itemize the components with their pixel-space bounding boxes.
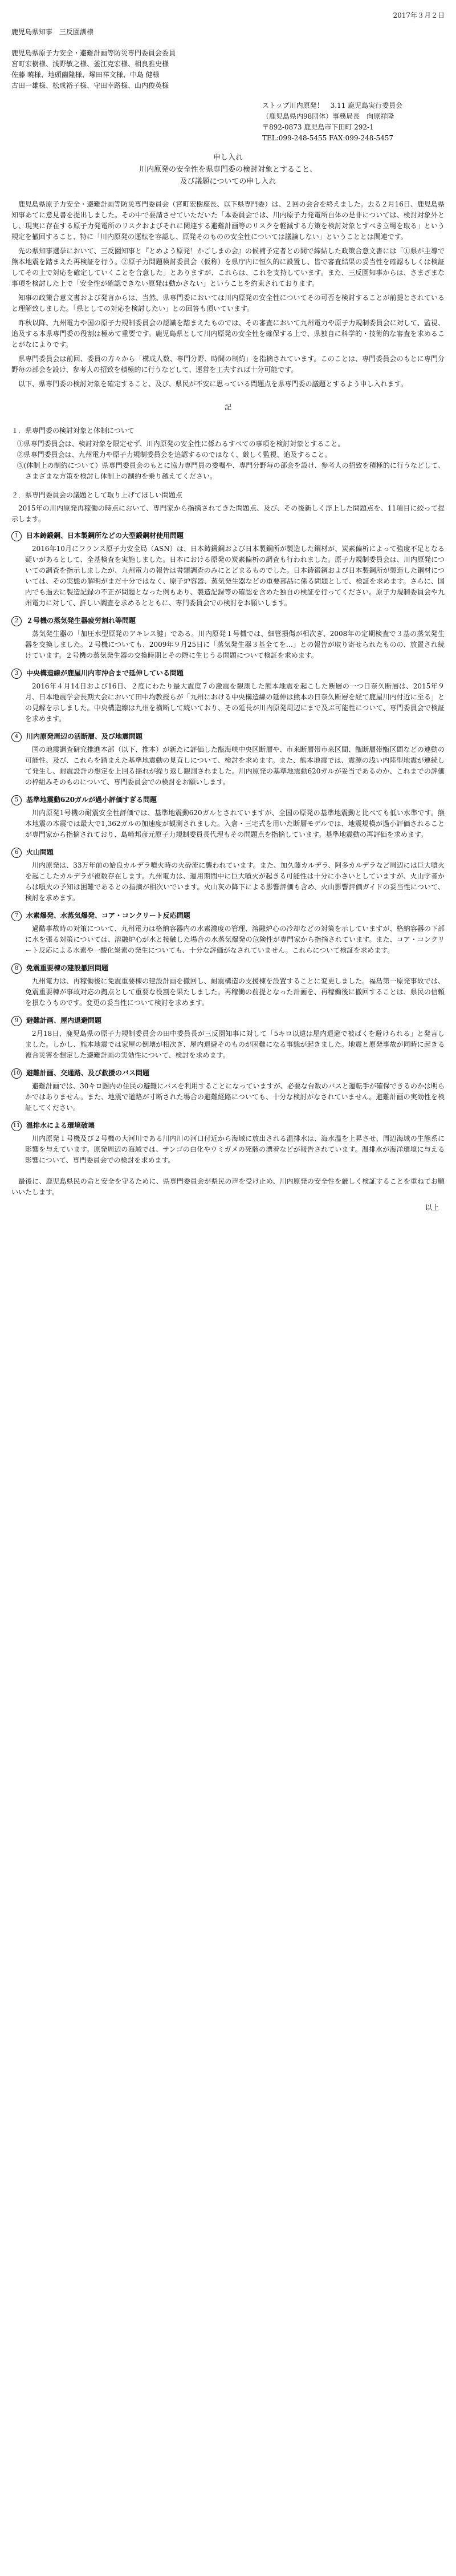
intro-paragraph: 先の県知事選挙において、三反園知事と『とめよう原発！かごしまの会』の候補予定者との間で締結した政策合意文書には「①県が主導で熊本地震を踏まえた再検証を行う。②原子力問題検討委員会（仮称）を県庁内に恒久的に設置し、皆で審査結果の妥当性を確認もしくは検証してその上で対応を確定していくことを合意した」とありますが、これらは、これを支持しています。また、三反園知事からは、さまざまな事項を検討した上で「安全性が確認できない原発は動かさない」ということを約束されております。	[11, 247, 445, 287]
document-date: 2017年３月２日	[393, 11, 445, 19]
topic-heading	[11, 530, 445, 541]
topic-number: 11	[11, 1121, 22, 1131]
topic-body: 川内原発１号機及び２号機の大河川である川内川の河口付近から海域に放出される温排水は、海水温を上昇させ、周辺海域の生態系に影響を与えています。原発周辺の海域では、サンゴの白化やウミガメの死骸の漂着などが報告されています。温排水が海洋環境に与える影響について、専門委員会での検討を求めます。	[25, 1135, 445, 1164]
topic-item	[11, 847, 445, 904]
topic-heading	[11, 731, 445, 742]
topic-number: 2	[11, 616, 22, 626]
topic-number: 6	[11, 848, 22, 858]
topic-item	[11, 615, 445, 661]
topic-title: ２号機の蒸気発生器疲労割れ等問題	[26, 617, 136, 625]
title-line: 及び議題についての申し入れ	[180, 177, 276, 186]
topic-item	[11, 731, 445, 788]
topic-number: 5	[11, 795, 22, 805]
topic-title: 基準地震動620ガルが過小評価すぎる問題	[26, 796, 157, 804]
topic-body: 避難計画では、30キロ圏内の住民の避難にバスを利用することになっていますが、必要な台数のバスと運転手が確保できるのかは明らかではありません。また、地震で道路が寸断された場合の避難経路についても、十分な検討がなされていません。避難計画の実効性を検証してください。	[25, 1082, 445, 1112]
addressee-line: 佐藤 曉様、地頭薗隆様、塚田祥文様、中島 健様	[11, 71, 160, 79]
topic-title: 火山問題	[26, 848, 54, 856]
sender-line: TEL:099-248-5455 FAX:099-248-5457	[262, 134, 394, 142]
intro-paragraph: 以下、県専門委の検討対象を確定すること、及び、県民が不安に思っている問題点を県専門委の議題とするよう申し入れます。	[18, 380, 408, 388]
topic-item	[11, 910, 445, 956]
topic-number: 3	[11, 669, 22, 679]
addressee-governor: 鹿児島県知事 三反園訓様	[11, 28, 94, 36]
topic-title: 免震重要棟の建設撤回問題	[26, 964, 109, 972]
addressee-line: 宮町宏樹様、浅野敏之様、釜江克宏様、相良雅史様	[11, 60, 169, 68]
topic-item	[11, 1015, 445, 1061]
section-1-list	[11, 439, 445, 482]
topic-body: 川内原発は、33万年前の姶良カルデラ噴火時の火砕流に襲われています。また、加久藤カルデラ、阿多カルデラなど周辺には巨大噴火を起こしたカルデラが複数存在します。九州電力は、運用期間中に巨大噴火が起きる可能性は十分に小さいとしていますが、火山学者からは噴火の予知は困難であるとの指摘が相次いでいます。火山灰の降下による影響評価も含め、火山影響評価ガイドの妥当性について、検討を求めます。	[25, 861, 445, 902]
topic-title: 避難計画、交通路、及び救援のバス問題	[26, 1069, 150, 1077]
addressee-line: 鹿児島県原子力安全・避難計画等防災専門委員会委員	[11, 49, 176, 57]
list-item: ③(体制上の制約について）県専門委員会のもとに協力専門員の委嘱や、専門分野毎の部会を設け、参考人の招致を積極的に行うなどして、さまざまな方策を検討し体制上の制約を乗り越えてください。	[17, 461, 445, 480]
topic-body: 蒸気発生器の「加圧水型原発のアキレス腱」である。川内原発１号機では、細管損傷が相次ぎ、2008年の定期検査で３基の蒸気発生器を交換しました。２号機についても、2009年９月25日に「蒸気発生器３基全てを…」との報告が取り寄せられたものの、放置され続けています。２号機の蒸気発生器の交換時期とその際に生じうる問題について検証を求めます。	[25, 630, 445, 659]
topic-heading	[11, 615, 445, 626]
topic-number: 8	[11, 963, 22, 974]
intro-section	[11, 199, 445, 390]
topic-heading	[11, 847, 445, 858]
topic-heading	[11, 1015, 445, 1026]
topic-body: 2016年４月14日および16日、２度にわたり最大震度７の激震を観測した熊本地震を起こした断層の一つ日奈久断層は、2015年９月、日本地震学会長期大会において田中均教授らが「九州における中央構造線の延伸は熊本の日奈久断層を経て鹿屋川内付近に至る」との見解を示しました。中央構造線は九州を横断して続いており、その延長が川内原発周辺にまで及ぶ可能性について、専門委員会で検証を求めます。	[25, 682, 445, 723]
topic-number: 9	[11, 1016, 22, 1026]
topic-title: 温排水による環境破壊	[26, 1121, 95, 1129]
closing-paragraph: 最後に、鹿児島県民の命と安全を守るために、県専門委員会が県民の声を受け止め、川内原発の安全性を厳しく検証することを重ねてお願いいたします。	[11, 1177, 445, 1196]
topic-title: 川内原発周辺の活断層、及び地震問題	[26, 732, 143, 740]
section-2-intro: 2015年の川内原発再稼働の時点において、専門家から指摘されてきた問題点、及び、その後新しく浮上した問題点を、11項目に絞って提示します。	[11, 504, 445, 523]
topic-item	[11, 795, 445, 840]
topic-number: 10	[11, 1068, 22, 1079]
section-1-heading: １．県専門委の検討対象と体制について	[11, 427, 135, 435]
sender-line: ストップ川内原発！ 3.11 鹿児島実行委員会	[262, 102, 403, 110]
topic-body: 2016年10月にフランス原子力安全局（ASN）は、日本鋳鍛鋼および日本製鋼所が製造した鋼材が、炭素偏析によって強度不足となる疑いがあるとして、全基検査を実施しました。日本における原発の炭素偏析の調査も行われました。原子力規制委員会は、川内原発についての調査を指示しましたが、九州電力の報告は書類調査のみにとどまるものでした。日本鋳鍛鋼および日本製鋼所が製造した鋼材については、その実態の解明がまだ十分ではなく、原子炉容器、蒸気発生器などの重要部品に係る問題として、検証を求めます。さらに、国内でも過去に製造記録の不正が問題となった例もあり、製造記録等の確認を含めた独自の検証を行ってください。原子力規制委員会や九州電力に対して、詳しい調査を求めるとともに、専門委員会での検討をお願いします。	[25, 545, 445, 607]
topic-body: 川内原発1号機の耐震安全性評価では、基準地震動620ガルとされていますが、全国の原発の基準地震動と比べても低い水準です。熊本地震の本震では最大で1,362ガルの加速度が観測されました。入倉・三宅式を用いた断層モデルでは、地震規模が過小評価されることが専門家から指摘されており、島崎邦彦元原子力規制委員長代理もその問題点を指摘しています。基準地震動の再評価を求めます。	[25, 809, 445, 839]
addressee-committee	[11, 48, 445, 91]
topic-item	[11, 1120, 445, 1166]
title-line: 川内原発の安全性を県専門委の検討対象とすること、	[139, 165, 317, 174]
topic-heading	[11, 668, 445, 679]
addressee-line: 古田一雄様、松成裕子様、守田幸路様、山内俊英様	[11, 82, 169, 90]
topic-heading	[11, 963, 445, 974]
ki-heading: 記	[224, 403, 231, 411]
section-2-heading: ２．県専門委員会の議題として取り上げてほしい問題点	[11, 491, 183, 499]
list-item: ②県専門委員会は、九州電力や原子力規制委員会を追認するのではなく、厳しく監視、追及すること。	[17, 451, 332, 459]
topic-item	[11, 668, 445, 724]
topic-number: 7	[11, 911, 22, 921]
topic-heading	[11, 795, 445, 805]
topic-number: 4	[11, 732, 22, 742]
topic-item	[11, 963, 445, 1008]
topic-body: 過酷事故時の対策について、九州電力は格納容器内の水素濃度の管理、溶融炉心の冷却などの対策を示していますが、格納容器の下部に水を張る対策については、溶融炉心が水と接触した場合の水蒸気爆発の危険性が専門家から指摘されています。また、コア・コンクリート反応による水素や一酸化炭素の発生についても、十分な評価がなされていません。これらについて検証を求めます。	[25, 925, 445, 954]
topic-title: 中央構造線が鹿屋川内市沖合まで延伸している問題	[26, 669, 184, 677]
topic-body: 国の地震調査研究推進本部（以下、推本）が新たに評価した甑海峡中央区断層や、市来断層帯市来区間、甑断層帯甑区間などの連動の可能性、及び、これらを踏まえた基準地震動の見直しについて、検討を求めます。また、熊本地震では、震源の浅い内陸型地震が連続して発生し、耐震設計の想定を上回る揺れが繰り返し観測されました。川内原発の基準地震動620ガルが妥当であるのか、これまでの評価の枠組みそのものについて、専門委員会での検討をお願いします。	[25, 746, 445, 786]
topic-body: 九州電力は、再稼働後に免震重要棟の建設計画を撤回し、耐震構造の支援棟を設置することに変更しました。福島第一原発事故では、免震重要棟が事故対応の拠点として重要な役割を果たしました。再稼働の前提となった計画を、再稼働後に撤回することは、県民の信頼を損なうものです。変更の妥当性について検討を求めます。	[25, 977, 445, 1007]
topic-item	[11, 530, 445, 609]
topic-body: 2月18日、鹿児島県の原子力規制委員会の田中委員長が三反園知事に対して「5キロ以遠は屋内退避で被ばくを避けられる」と発言しました。しかし、熊本地震では家屋の倒壊が相次ぎ、屋内退避そのものが困難になる事態が起きました。地震と原発事故が同時に起きる複合災害を想定した避難計画の実効性について、検討を求めます。	[25, 1030, 445, 1059]
topic-heading	[11, 1068, 445, 1079]
topic-heading	[11, 1120, 445, 1131]
intro-paragraph: 知事の政策合意文書および発言からは、当然、県専門委においては川内原発の安全性についてその可否を検討することが前提とされていると理解致しました。「県としての対応を検討したい」との回答も頂いています。	[11, 294, 445, 313]
topics-list	[11, 530, 445, 1166]
topic-title: 避難計画、屋内退避問題	[26, 1016, 102, 1024]
topic-heading	[11, 910, 445, 921]
topic-number: 1	[11, 531, 22, 541]
topic-title: 水素爆発、水蒸気爆発、コア・コンクリート反応問題	[26, 912, 190, 920]
list-item: ①県専門委員会は、検討対象を限定せず、川内原発の安全性に係わるすべての事項を検討対象とすること。	[17, 440, 345, 448]
sender-block	[262, 100, 445, 144]
sender-line: 〒892-0873 鹿児島市下田町 292-1	[262, 123, 374, 131]
sender-line: （鹿児島県内98団体）事務局長 向原祥隆	[262, 112, 394, 120]
topic-item	[11, 1068, 445, 1113]
title-line: 申し入れ	[213, 153, 243, 162]
intro-paragraph: 県専門委員会は前回、委員の方々から「構成人数、専門分野、時間の制約」を指摘されています。このことは、専門委員会のもとに専門分野毎の部会を設け、参考人の招致を積極的に行うなどして、運営を工夫すれば十分可能です。	[11, 355, 445, 374]
intro-paragraph: 昨秋以降、九州電力や国の原子力規制委員会の認識を踏まえたものでは、その審査において九州電力や原子力規制委員会に対して、監視、追及する本県専門委の役割は極めて重要です。鹿児島県として川内原発の安全性を確保する上で、県独自に科学的・技術的な審査を求めることがなによりです。	[11, 319, 445, 349]
document-title	[11, 152, 445, 188]
closing-mark: 以上	[425, 1204, 439, 1212]
intro-paragraph: 鹿児島県原子力安全・避難計画等防災専門委員会（宮町宏樹座長、以下県専門委）は、２回の会合を終えました。去る２月16日、鹿児島県知事あてに意見書を提出しました。その中で要請させていただいた「本委員会では、川内原子力発電所自体の是非については、検討対象外とし、現実に存在する原子力発電所のリスクおよびそれに関連する避難計画等のリスクを軽減する方策を検討対象とすべき立場を取る」という規定を撤回すること、特に「川内原発の運転を容認し、原発そのものの安全性については議論しない」ということとは関連です。	[11, 200, 445, 241]
topic-title: 日本鋳鍛鋼、日本製鋼所などの大型鍛鋼材使用問題	[26, 532, 184, 540]
